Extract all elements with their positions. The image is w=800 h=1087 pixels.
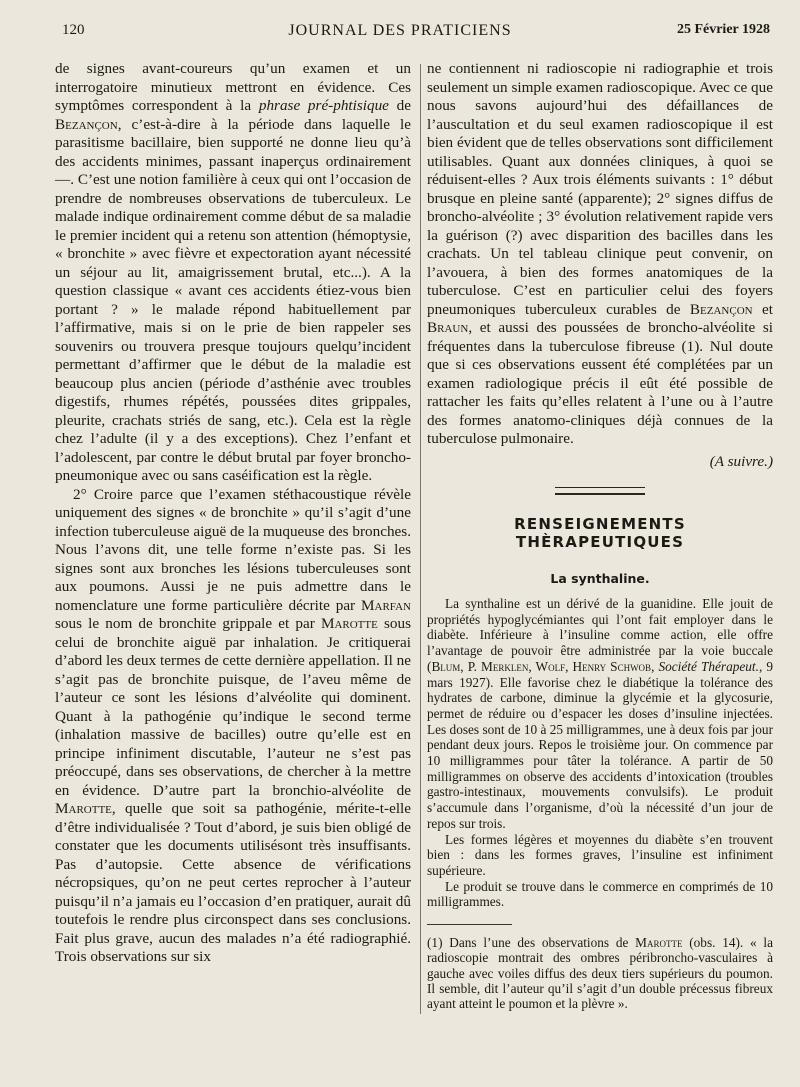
paragraph-precursor-signs: de signes avant-coureurs qu’un examen et un interrogatoire minutieux mettront en évidence. Ces symptômes correspondent à la phrase pré-phtisique de Bezançon, c’est-à-dire à la période dans laquelle le parasitisme bacillaire, bien supporté ne donne lieu qu’à des accidents minimes, passant inaperçus ordinairement —. C’est une notion familière à ceux qui ont l’occasion de prendre de nombreuses observations de tuberculeux. Le malade indique ordinairement comme début de sa maladie le premier incident qui a retenu son attention (hémoptysie, « bronchite » avec fièvre et expectoration ayant nécessité un séjour au lit, amaigrissement brutal, etc...). A la question classique « avant ces accidents étiez-vous bien portant ? » le malade répond habituellement par l’affirmative, mais si on le prie de bien rappeler ses souvenirs ou trouvera presque toujours quelqu’incident permettant d’affirmer que le début de la maladie est beaucoup plus ancien (période d’asthénie avec troubles digestifs, rhumes répétés, poussées dites grippales, pleurite, crachats striés de sang, etc.). Cela est la règle chez l’adulte (il y a des exceptions). Chez l’enfant et l’adolescent, par contre le début brutal par foyer broncho-pneumonique avec ou sans caséification est la règle. [55, 60, 411, 484]
footnote: (1) Dans l’une des observations de Marotte (obs. 14). « la radioscopie montrait des ombres péribroncho-vasculaires à gauche avec voiles diffus des deux tiers supérieurs du poumon. Il semble, dit l’auteur qu’il s’agit d’un double précessus fibreux ayant atteint le poumon et la plèvre ». [427, 935, 773, 1012]
article-title: La synthaline. [550, 571, 650, 586]
paragraph-continuation: ne contiennent ni radioscopie ni radiographie et trois seulement un simple examen radioscopique. Avec ce que nous savons aujourd’hui des défaillances de l’auscultation et du seul examen radioscopique il est bien évident que de telles observations sont difficilement utilisables. Quant aux données cliniques, à quoi se réduisent-elles ? Aux trois éléments suivants : 1° début brusque en pleine santé (apparente); 2° signes diffus de broncho-alvéolite ; 3° évolution relativement rapide vers la guérison (?) avec disparition des bacilles dans les crachats. Un tel tableau clinique peut convenir, on l’avouera, à bien des formes anatomiques de la tuberculose. C’est en particulier celui des foyers pneumoniques tuberculeux curables de Bezançon et Braun, et aussi des poussées de broncho-alvéolite si fréquentes dans la tuberculose fibreuse (1). Nul doute que si ces observations eussent été complétées par un examen radiologique précis il eût été possible de rattacher les faits qu’elles relatent à l’une ou à l’autre des formes anatomo-cliniques déjà connues de la tuberculose pulmonaire. [427, 60, 773, 447]
column-divider [420, 64, 421, 1014]
author-list: Blum, P. Merklen, Wolf, Henry Schwob, [431, 658, 655, 674]
article-paragraph: Le produit se trouve dans le commerce en comprimés de 10 milligrammes. [427, 878, 773, 910]
author-name: Braun [427, 319, 469, 336]
right-column [427, 60, 773, 1012]
author-name: Marfan [361, 596, 411, 614]
page-header [0, 0, 800, 40]
article-paragraph: Les formes légères et moyennes du diabète s’en trouvent bien : dans les formes graves, l’insuline est infiniment supérieure. [427, 831, 773, 878]
journal-title: JOURNAL DES PRATICIENS [288, 22, 512, 39]
author-name: Marotte [320, 615, 378, 632]
section-title: RENSEIGNEMENTS THÈRAPEUTIQUES [514, 515, 686, 551]
page-number: 120 [62, 22, 85, 38]
to-be-continued: (A suivre.) [709, 452, 773, 470]
paragraph-bronchitis: 2° Croire parce que l’examen stéthacoustique révèle uniquement des signes « de bronchite » qu’il s’agit d’une infection tuberculeuse aiguë de la muqueuse des bronches. Nous l’avons dit, une telle forme n’existe pas. Si les signes sont aux bronches les lésions tuberculeuses sont aux poumons. Aussi je ne puis admettre dans le nomenclature une forme particulière décrite par Marfan sous le nom de bronchite grippale et par Marotte sous celui de bronchite aiguë par inhalation. Je critiquerai d’abord les deux termes de cette dernière appellation. Il ne s’agit pas de bronchite puisque, de l’aveu même de l’auteur ce sont les lésions d’alvéolite qui dominent. Quant à la pathogénie qu’indique le second terme (inhalation massive de bacilles) outre qu’elle est en principe infiniment discutable, l’auteur ne s’est pas préoccupé, dans ses observations, de chercher à la mettre en évidence. D’autre part la bronchio-alvéolite de Marotte, quelle que soit sa pathogénie, mérite-t-elle d’être individualisée ? Tout d’abord, je suis bien obligé de constater que les documents utilisésont très insuffisants. Pas d’autopsie. Cette absence de vérifications nécropsiques, qu’on ne peut certes reprocher à l’auteur puisqu’il n’a jamais eu l’occasion d’en pratiquer, aurait dû toutefois le rendre plus circonspect dans ses conclusions. Fait plus grave, aucun des malades n’a été radiographié. Trois observations sur six [55, 485, 411, 965]
left-column [55, 60, 411, 967]
author-name: Bezançon [55, 115, 118, 133]
article-paragraph: La synthaline est un dérivé de la guanidine. Elle jouit de propriétés hypoglycémiantes qui l’ont fait employer dans le diabète. Inférieure à l’insuline comme action, elle offre l’avantage de pouvoir être administrée par la voie buccale (Blum, P. Merklen, Wolf, Henry Schwob, Société Thérapeut., 9 mars 1927). Elle favorise chez le diabétique la tolérance des hydrates de carbone, diminue la glycémie et la glycosurie, permet de réduire ou d’espacer les doses d’insuline injectées. Les doses sont de 10 à 25 milligrammes, une à deux fois par jour pendant deux jours. Repos le troisième jour. On commence par 10 milligrammes pour tâter la tolérance. A partir de 50 milligrammes on observe des accidents d’intoxication (troubles gastro-intestinaux, mouvements convulsifs). Le produit s’accumule dans l’organisme, d’où la nécessité d’un jour de repos sur trois. [427, 596, 774, 831]
issue-date: 25 Février 1928 [676, 22, 770, 37]
author-name: Bezançon [689, 300, 753, 318]
section-separator [555, 487, 645, 495]
footnote-separator [427, 924, 512, 925]
journal-reference: Société Thérapeut. [658, 658, 759, 674]
author-name: Marotte [55, 800, 112, 817]
author-name: Marotte [635, 935, 683, 951]
italic-phrase: phrase pré-phtisique [258, 97, 389, 114]
